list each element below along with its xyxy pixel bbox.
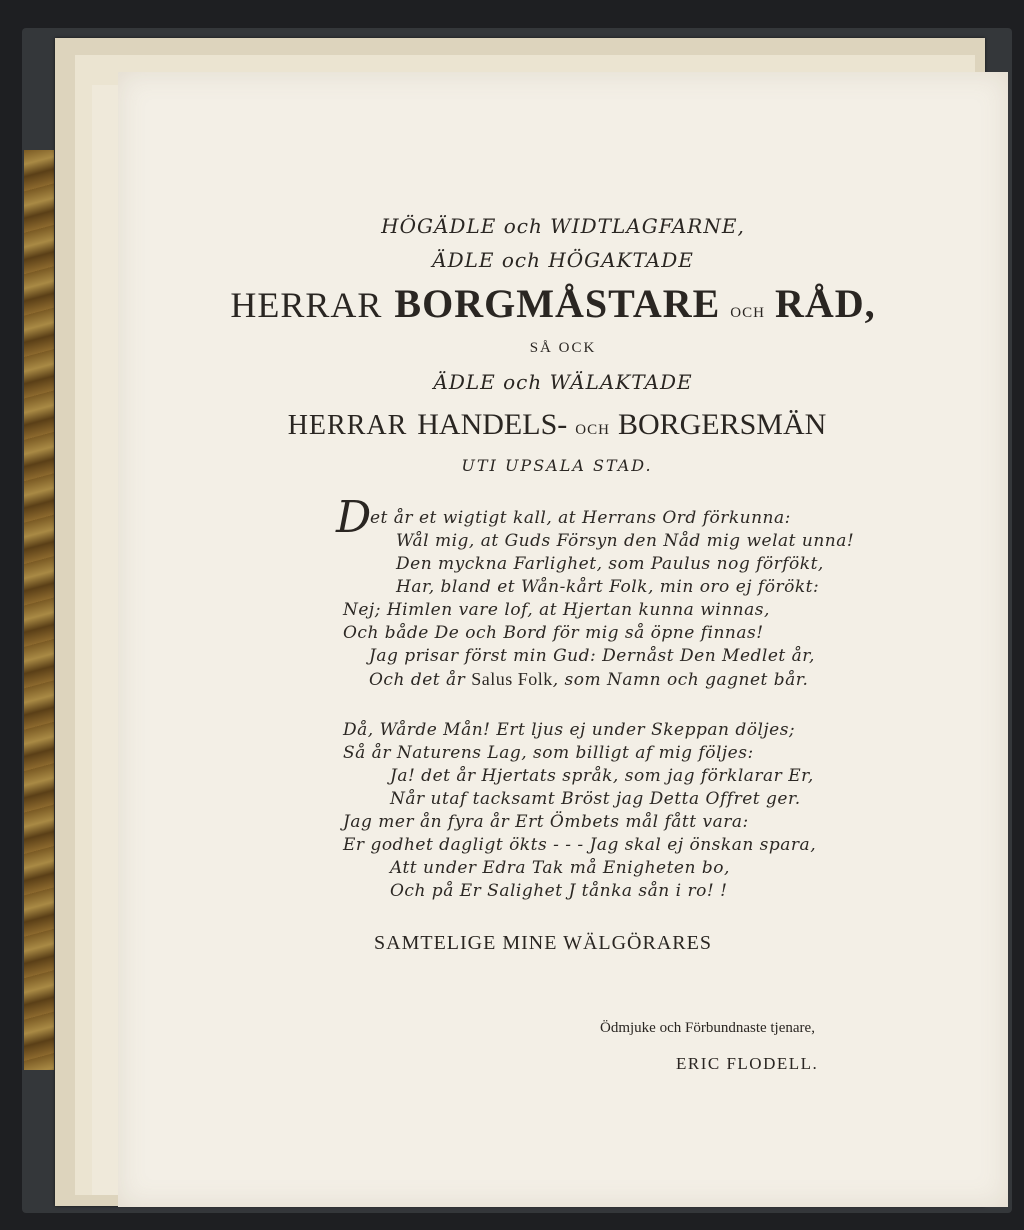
borgersman-word: BORGERSMÄN	[617, 408, 827, 441]
document-page	[118, 72, 1008, 1207]
closing-odmjuke: Ödmjuke och Förbundnaste tjenare,	[600, 1020, 815, 1036]
poem-word: som Namn och gagnet bår.	[564, 670, 809, 690]
header-line-2: ÄDLE och HÖGAKTADE	[432, 248, 694, 272]
poem-line: Och både De och Bord för mig så öpne finnas!	[343, 623, 764, 643]
poem-line: Så år Naturens Lag, som billigt af mig följes:	[343, 743, 754, 763]
poem-line: et år et wigtigt kall, at Herrans Ord förkunna:	[370, 508, 791, 528]
poem-line: Ja! det år Hjertats språk, som jag förklarar Er,	[390, 766, 814, 786]
poem-line: Den myckna Farlighet, som Paulus nog förfökt,	[396, 554, 824, 574]
marbled-spine-edge	[24, 150, 54, 1070]
poem-line: Jag prisar först min Gud: Dernåst Den Medlet år,	[369, 646, 815, 666]
signature: ERIC FLODELL.	[676, 1054, 819, 1073]
poem-line: Att under Edra Tak må Enigheten bo,	[390, 858, 730, 878]
och-small-1: OCH	[730, 305, 765, 321]
poem-line: Då, Wårde Mån! Ert ljus ej under Skeppan döljes;	[343, 720, 796, 740]
closing-address: SAMTELIGE MINE WÄLGÖRARES	[374, 932, 712, 954]
poem-word-upright: Salus Folk	[471, 669, 553, 689]
herrar-label-2: HERRAR	[287, 410, 408, 441]
drop-cap: D	[336, 492, 372, 543]
poem-line: Nej; Himlen vare lof, at Hjertan kunna winnas,	[343, 600, 770, 620]
poem-word: Och	[369, 670, 405, 690]
poem-line: Och på Er Salighet J tånka sån i ro! !	[390, 881, 728, 901]
poem-line: Wål mig, at Guds Försyn den Nåd mig welat unna!	[396, 531, 855, 551]
header-line-6	[112, 408, 1002, 442]
header-line-3	[108, 280, 998, 327]
poem-line: Når utaf tacksamt Bröst jag Detta Offret ger.	[390, 789, 801, 809]
och-small-2: OCH	[575, 422, 610, 438]
header-line-1: HÖGÄDLE och WIDTLAGFARNE,	[381, 214, 745, 238]
handels-word: HANDELS-	[417, 408, 568, 441]
poem-word: det år	[410, 670, 466, 690]
header-line-4: SÅ OCK	[529, 340, 597, 356]
poem-line: Er godhet dagligt ökts - - - Jag skal ej önskan spara,	[343, 835, 817, 855]
poem-line: Har, bland et Wån-kårt Folk, min oro ej förökt:	[396, 577, 820, 597]
header-line-7: UTI UPSALA STAD.	[461, 456, 653, 475]
header-line-5: ÄDLE och WÄLAKTADE	[433, 370, 693, 394]
herrar-label: HERRAR	[230, 285, 383, 325]
poem-line: Jag mer ån fyra år Ert Ömbets mål fått vara:	[343, 812, 749, 832]
borgmastare-word: BORGMÅSTARE	[394, 281, 721, 326]
poem-line-mixed: Och det år Salus Folk, som Namn och gagnet bår.	[369, 669, 809, 690]
rad-word: RÅD,	[774, 281, 876, 326]
